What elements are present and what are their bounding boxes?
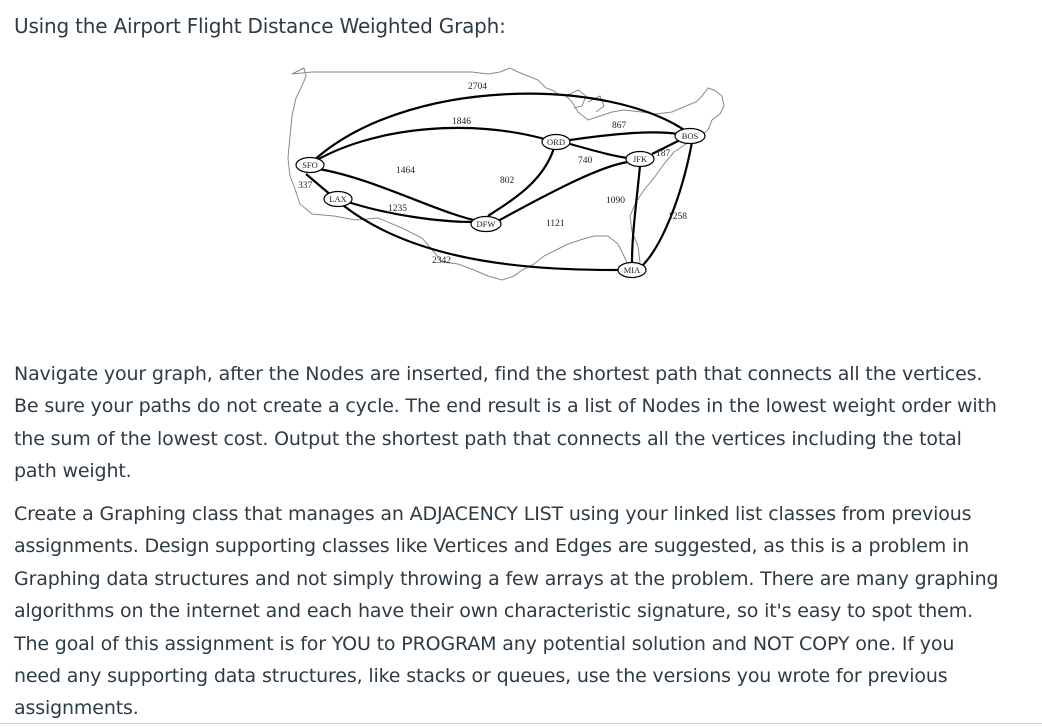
edge-lax-mia xyxy=(344,206,620,270)
node-lax xyxy=(324,192,352,207)
node-ord-label: ORD xyxy=(547,137,565,147)
page-heading: Using the Airport Flight Distance Weighted Graph: xyxy=(14,14,506,38)
node-dfw-label: DFW xyxy=(476,219,496,229)
paragraph-line: The goal of this assignment is for YOU to PROGRAM any potential solution and NOT COPY one. If you xyxy=(14,632,955,655)
weight-lax-mia: 2342 xyxy=(432,256,451,266)
edge-jfk-mia xyxy=(632,166,640,262)
paragraph-line: path weight. xyxy=(14,460,132,483)
weight-bos-mia: 1258 xyxy=(668,212,687,222)
weight-sfo-ord: 1846 xyxy=(452,117,471,127)
weight-ord-dfw: 802 xyxy=(500,176,515,186)
paragraph-line: Graphing data structures and not simply throwing a few arrays at the problem. There are many graphing xyxy=(14,567,999,590)
edge-sfo-ord xyxy=(310,128,548,164)
us-map-outline xyxy=(288,68,724,280)
node-sfo-label: SFO xyxy=(302,160,318,170)
paragraph-line: assignments. xyxy=(14,697,139,720)
node-bos-label: BOS xyxy=(681,131,699,141)
paragraph-line: Be sure your paths do not create a cycle. The end result is a list of Nodes in the lowest weight order with xyxy=(14,395,997,418)
node-jfk-label: JFK xyxy=(632,154,648,164)
weight-ord-jfk: 740 xyxy=(578,156,593,166)
node-lax-label: LAX xyxy=(329,194,347,204)
edge-dfw-jfk xyxy=(496,162,628,222)
paragraph-line: Create a Graphing class that manages an ADJACENCY LIST using your linked list classes from previous xyxy=(14,503,972,525)
edge-ord-dfw xyxy=(488,148,554,216)
weight-jfk-mia: 1090 xyxy=(606,196,625,206)
node-jfk xyxy=(626,152,654,167)
weight-jfk-bos: 187 xyxy=(656,149,671,159)
node-ord xyxy=(542,135,570,150)
paragraph-line: the sum of the lowest cost. Output the shortest path that connects all the vertices including the total xyxy=(14,427,962,450)
paragraph-line: assignments. Design supporting classes like Vertices and Edges are suggested, as this is a problem in xyxy=(14,535,969,558)
node-sfo xyxy=(296,158,324,173)
paragraph-line: Navigate your graph, after the Nodes are inserted, find the shortest path that connects all the vertices. xyxy=(14,363,983,385)
instructions-paragraph-2 xyxy=(14,498,1024,725)
weight-dfw-jfk: 1121 xyxy=(546,219,565,229)
paragraph-line: need any supporting data structures, like stacks or queues, use the versions you wrote for previous xyxy=(14,665,948,688)
instructions-paragraph-1 xyxy=(14,358,1024,488)
bottom-divider xyxy=(0,723,1042,724)
weight-sfo-lax: 337 xyxy=(298,181,313,191)
paragraph-line: algorithms on the internet and each have their own characteristic signature, so it's easy to spot them. xyxy=(14,600,973,623)
weight-lax-dfw: 1235 xyxy=(388,204,407,214)
weight-ord-bos: 867 xyxy=(612,121,627,131)
weight-sfo-dfw: 1464 xyxy=(396,166,415,176)
edge-ord-bos xyxy=(570,132,678,140)
node-dfw xyxy=(471,217,501,232)
airport-graph-figure xyxy=(282,66,742,284)
node-mia-label: MIA xyxy=(623,265,641,275)
node-bos xyxy=(675,129,705,144)
node-mia xyxy=(618,263,646,278)
weight-sfo-bos: 2704 xyxy=(468,82,487,92)
